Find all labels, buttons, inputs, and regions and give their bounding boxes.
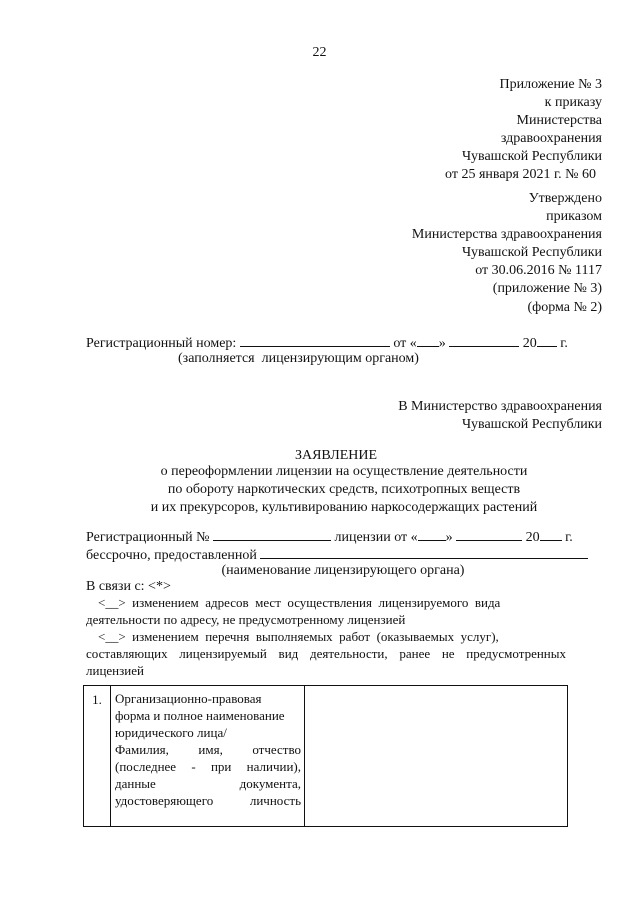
approved-line: от 30.06.2016 № 1117: [475, 263, 602, 278]
subtitle-line: по обороту наркотических средств, психотропных веществ: [167, 482, 521, 497]
option-item: [86, 594, 554, 628]
license-year-suffix: г.: [561, 530, 573, 545]
issuing-authority-field[interactable]: [260, 545, 588, 559]
page-number: 22: [312, 45, 327, 60]
registration-close-quote: »: [438, 336, 446, 351]
approved-line: (приложение № 3): [492, 281, 602, 296]
addressee-line: Чувашской Республики: [461, 417, 602, 432]
row-number: 1.: [84, 686, 111, 827]
row-label-line: юридического лица/: [115, 725, 227, 740]
approved-line: Утверждено: [528, 191, 602, 206]
data-table: [83, 685, 568, 827]
registration-label: Регистрационный номер:: [86, 336, 237, 351]
row-label-line: форма и полное наименование: [115, 708, 285, 723]
appendix-block: [302, 76, 602, 184]
option-checkbox[interactable]: <__>: [98, 595, 126, 610]
row-label-line: (последнее - при наличии),: [115, 759, 301, 774]
approved-block: [282, 190, 602, 298]
option-text-rest: составляющих лицензируемый вид деятельности, ранее не предусмотренных лицензией: [86, 646, 566, 678]
registration-number-field[interactable]: [240, 333, 390, 347]
license-year-field[interactable]: [540, 527, 562, 541]
license-month-field[interactable]: [456, 527, 522, 541]
license-from-label: лицензии от «: [334, 530, 418, 545]
row-label-line: Фамилия, имя, отчество: [115, 742, 301, 757]
approved-line: Министерства здравоохранения: [411, 227, 602, 242]
subtitle-line: и их прекурсоров, культивированию наркосодержащих растений: [150, 500, 538, 515]
table-row: [84, 686, 568, 827]
issued-label: бессрочно, предоставленной: [86, 548, 257, 563]
approved-line: приказом: [546, 209, 602, 224]
appendix-line: Чувашской Республики: [461, 149, 602, 164]
addressee-line: В Министерство здравоохранения: [398, 399, 602, 414]
registration-note: (заполняется лицензирующим органом): [178, 351, 419, 366]
row-label: [111, 686, 305, 827]
license-close-quote: »: [445, 530, 453, 545]
license-year-prefix: 20: [525, 530, 540, 545]
registration-month-field[interactable]: [449, 333, 519, 347]
license-line: [86, 527, 606, 547]
registration-day-field[interactable]: [417, 333, 439, 347]
license-day-field[interactable]: [418, 527, 446, 541]
addressee-block: [282, 398, 602, 434]
registration-year-field[interactable]: [537, 333, 557, 347]
appendix-line: здравоохранения: [500, 131, 602, 146]
document-subtitle: [0, 463, 639, 517]
appendix-line: от 25 января 2021 г. № 60: [445, 167, 596, 182]
license-label: Регистрационный №: [86, 530, 210, 545]
document-title: ЗАЯВЛЕНИЕ: [294, 448, 378, 463]
in-connection-label: В связи с: <*>: [86, 579, 171, 594]
license-number-field[interactable]: [213, 527, 331, 541]
approved-line: Чувашской Республики: [461, 245, 602, 260]
registration-from-label: от «: [393, 336, 417, 351]
registration-year-prefix: 20: [522, 336, 537, 351]
issued-note: (наименование лицензирующего органа): [221, 563, 465, 578]
option-text-line1: изменением перечня выполняемых работ (оказываемых услуг),: [132, 629, 499, 644]
appendix-line: Приложение № 3: [499, 77, 602, 92]
row-value-cell[interactable]: [305, 686, 568, 827]
form-label: (форма № 2): [527, 300, 602, 315]
subtitle-line: о переоформлении лицензии на осуществление деятельности: [160, 464, 528, 479]
row-label-line: Организационно-правовая: [115, 691, 262, 706]
appendix-line: к приказу: [544, 95, 602, 110]
option-checkbox[interactable]: <__>: [98, 629, 126, 644]
row-label-line: данные документа,: [115, 776, 301, 791]
appendix-line: Министерства: [516, 113, 602, 128]
option-text-rest: деятельности по адресу, не предусмотренному лицензией: [86, 612, 406, 627]
option-item: [86, 628, 566, 679]
option-text-line1: изменением адресов мест осуществления лицензируемого вида: [132, 595, 501, 610]
row-label-line: удостоверяющего личность: [115, 793, 301, 808]
registration-year-suffix: г.: [556, 336, 568, 351]
